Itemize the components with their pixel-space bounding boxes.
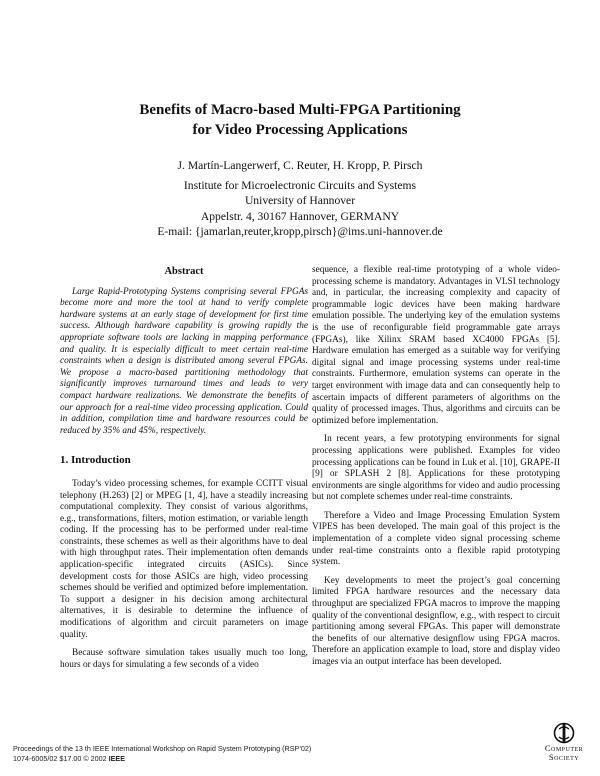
proceedings-footer: [13, 744, 311, 763]
email: E-mail: {jamarlan,reuter,kropp,pirsch}@ims.uni-hannover.de: [157, 225, 443, 238]
section-heading-introduction: 1. Introduction: [60, 454, 131, 467]
right-paragraph-4: Key developments to meet the project’s goal concerning limited FPGA hardware resources and the necessary data throughput are specialized FPGA macros to improve the mapping quality of the conventional designflow, e.g., with respect to circuit partitioning among several FPGAs. This paper will demonstrate the benefits of our alternative designflow using FPGA macros. Therefore an application example to load, store and display video images via an output interface has been developed.: [312, 575, 560, 667]
title-line-2: for Video Processing Applications: [192, 122, 408, 138]
computer-society-emblem-icon: [553, 722, 575, 744]
affiliation-line-3: Appelstr. 4, 30167 Hannover, GERMANY: [200, 209, 400, 223]
footer-copyright-line: [13, 754, 311, 764]
footer-issn: 1074-6005/02 $17.00 © 2002: [13, 753, 109, 763]
footer-ieee: IEEE: [108, 753, 126, 763]
paper-title: [0, 100, 600, 140]
right-paragraph-3: Therefore a Video and Image Processing Emulation System VIPES has been developed. The main goal of this project is the implementation of a complete video signal processing scheme under real-time constraints onto a flexible rapid prototyping system.: [312, 510, 560, 568]
right-column: [312, 265, 560, 676]
left-column: [60, 266, 308, 678]
intro-paragraph-1: Today’s video processing schemes, for example CCITT visual telephony (H.263) [2] or MPEG [1, 4], have a steadily increasing computational complexity. They consist of various algorithms, e.g., transformations, filters, motion estimation, or variable length coding. If the processing has to be performed under real-time constraints, these schemes as well as their algorithms have to deal with high throughput rates. Their implementation often demands application-specific integrated circuits (ASICs). Since development costs for those ASICs are high, video processing schemes should be verified and optimized before implementation. To support a designer in his decision among architectural alternatives, it is desirable to determine the influence of modifications of algorithm and circuit parameters on image quality.: [60, 478, 308, 640]
authors: J. Martín-Langerwerf, C. Reuter, H. Kropp, P. Pirsch: [177, 159, 423, 172]
author-block: [0, 158, 600, 240]
intro-paragraph-2: Because software simulation takes usually much too long, hours or days for simulating a few seconds of a video: [60, 648, 308, 670]
affiliation-line-2: University of Hannover: [244, 194, 356, 207]
right-paragraph-2: In recent years, a few prototyping environments for signal processing applications were published. Examples for video processing applications can be found in Luk et al. [10], GRAPE-II [9] or SPLASH 2 [8]. Applications for these prototyping environments are single algorithms for video and audio processing but not complete schemes under real-time constraints.: [312, 434, 560, 503]
abstract-text: Large Rapid-Prototyping Systems comprising several FPGAs become more and more the tool at hand to verify complete hardware systems at an early stage of development for first time success. Although hardware capability is growing rapidly the appropriate software tools are lacking in mapping performance and quality. It is especially difficult to meet certain real-time constraints when a design is distributed among several FPGAs. We propose a macro-based partitioning methodology that significantly improves turnaround times and leads to very compact hardware realizations. We demonstrate the benefits of our approach for a real-time video processing application. Could in addition, compilation time and hardware resources could be reduced by 35% and 45%, respectively.: [60, 286, 308, 436]
right-paragraph-1: sequence, a flexible real-time prototyping of a whole video-processing scheme is mandatory. Advantages in VLSI technology and, in particular, the increasing complexity and capacity of programmable logic devices have been making hardware emulation possible. The underlying key of the emulation systems is the use of reconfigurable field programmable gate arrays (FPGAs), like Xilinx SRAM based XC4000 FPGAs [5]. Hardware emulation has emerged as a suitable way for verifying digital signal and image processing systems under real-time constraints. Furthermore, emulation systems can operate in the target environment with image data and can consequently help to ascertain impacts of different parameters of algorithms on the quality of processed images. Thus, algorithms and circuits can be optimized before implementation.: [312, 265, 560, 426]
abstract-heading: Abstract: [164, 266, 204, 277]
title-line-1: Benefits of Macro-based Multi-FPGA Partitioning: [139, 102, 461, 118]
footer-proceedings-line: Proceedings of the 13 th IEEE International Workshop on Rapid System Prototyping (RSP’02): [13, 744, 312, 753]
affiliation-line-1: Institute for Microelectronic Circuits and Systems: [183, 178, 417, 192]
logo-text-line-2: Society: [548, 752, 580, 762]
logo-text-line-1: Computer: [544, 743, 584, 753]
computer-society-logo: [537, 722, 591, 770]
